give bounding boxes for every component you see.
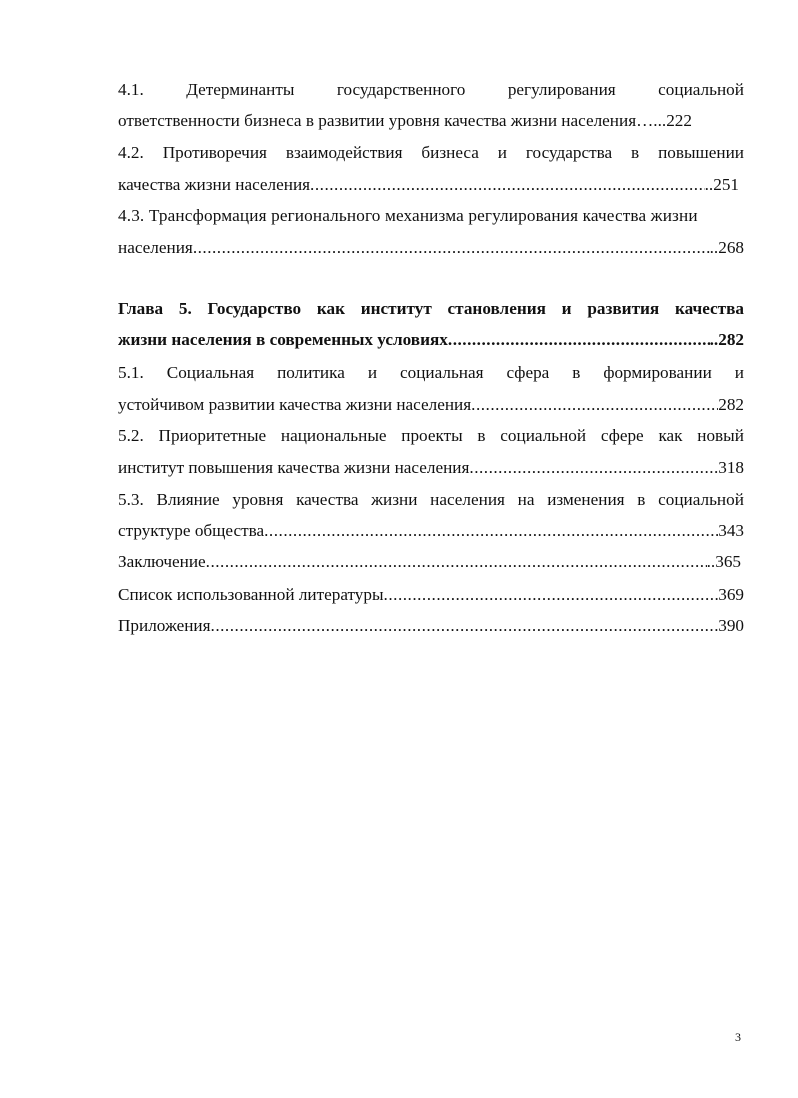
toc-4-2-page: ..251 [704,175,739,194]
toc-4-1-page: 222 [666,111,692,130]
toc-chapter-5-word: 5. [178,299,192,318]
toc-4-1-word: Детерминанты [186,80,295,99]
toc-4-3-leader [193,237,710,259]
toc-4-1-word: регулирования [507,80,616,99]
toc-5-2-line2 [118,457,744,479]
toc-4-2-leader [310,174,705,196]
toc-chapter-5-line1 [118,298,744,320]
page-number: 3 [735,1030,741,1044]
toc-chapter-5-word: качества [674,299,744,318]
toc-conclusion-leader [206,551,707,573]
toc-chapter-5-word: Глава [118,299,164,318]
toc-conclusion-title: Заключение [118,552,206,571]
toc-appendix-leader [211,615,719,637]
toc-5-3-word: уровня [232,490,284,509]
toc-5-3-word: населения [430,490,505,509]
toc-4-2-word: Противоречия [162,143,267,162]
toc-appendix-page: 390 [718,616,744,635]
toc-5-3-title-cont: структуре общества [118,521,265,540]
toc-chapter-5-word: институт [360,299,432,318]
toc-5-3-line1 [118,489,744,511]
toc-references-title: Список использованной литературы [118,585,384,604]
toc-appendix [118,615,744,637]
toc-5-2-word: в [477,426,486,445]
toc-conclusion [118,551,741,573]
toc-5-1-word: и [734,363,744,382]
toc-5-3-word: в [637,490,646,509]
toc-5-1-leader [471,394,718,416]
toc-5-3-leader [264,520,718,542]
toc-5-2-word: новый [697,426,744,445]
toc-5-1-word: политика [277,363,345,382]
toc-chapter-5-leader [448,329,710,351]
toc-4-3-page: ..268 [709,238,744,257]
toc-5-2-leader [469,457,718,479]
toc-5-2-page: 318 [718,458,744,477]
toc-chapter-5-word: как [316,299,345,318]
toc-5-1-line2 [118,394,744,416]
toc-4-2-word: государства [525,143,613,162]
toc-5-1-word: сфера [506,363,550,382]
toc-5-2-word: как [658,426,683,445]
toc-5-1-number: 5.1. [118,363,144,382]
toc-5-2-line1 [118,425,744,447]
toc-4-2-word: повышении [658,143,744,162]
toc-5-1-line1 [118,362,744,384]
toc-5-3-line2 [118,520,744,542]
toc-4-2-line2 [118,174,739,196]
toc-5-3-word: жизни [371,490,418,509]
toc-5-1-word: Социальная [166,363,255,382]
toc-5-2-word: Приоритетные [158,426,267,445]
toc-4-2-word: и [497,143,507,162]
toc-chapter-5-word: и [561,299,572,318]
toc-5-1-word: социальная [399,363,484,382]
toc-chapter-5-page: ..282 [709,330,744,349]
toc-5-1-page: 282 [718,395,744,414]
toc-5-2-word: социальной [500,426,587,445]
toc-5-3-word: Влияние [156,490,220,509]
toc-conclusion-page: ..365 [706,552,741,571]
toc-4-1-leader: …... [636,111,667,130]
toc-5-1-word: и [367,363,378,382]
toc-4-1-word: социальной [658,80,744,99]
toc-4-2-word: в [631,143,640,162]
toc-chapter-5-word: становления [447,299,546,318]
toc-4-3-title: 4.3. Трансформация регионального механизма регулирования качества жизни [118,206,698,225]
toc-5-3-word: качества [296,490,359,509]
toc-5-2-number: 5.2. [118,426,144,445]
toc-4-2-line1 [118,142,744,164]
toc-4-3-line2 [118,237,744,259]
toc-5-1-word: в [572,363,581,382]
toc-4-1-line1 [118,79,744,101]
toc-chapter-5-title-cont: жизни населения в современных условиях [118,330,448,349]
toc-5-3-word: социальной [658,490,744,509]
toc-4-3-title-cont: населения [118,238,193,257]
toc-chapter-5-line2 [118,329,744,351]
toc-appendix-title: Приложения [118,616,211,635]
toc-4-2-word: бизнеса [421,143,479,162]
toc-4-1-number: 4.1. [118,80,144,99]
toc-references-page: 369 [718,585,744,604]
toc-5-2-word: сфере [600,426,644,445]
toc-5-1-word: формировании [603,363,712,382]
toc-5-2-word: национальные [280,426,387,445]
toc-4-1-title-cont: ответственности бизнеса в развитии уровня качества жизни населения [118,111,637,130]
toc-5-3-page: 343 [718,521,744,540]
toc-references [118,584,744,606]
toc-4-1-line2 [118,110,744,132]
toc-4-2-number: 4.2. [118,143,144,162]
toc-4-3-line1 [118,205,744,227]
toc-5-2-word: проекты [401,426,463,445]
toc-references-leader [384,584,719,606]
toc-5-3-number: 5.3. [118,490,144,509]
toc-5-3-word: на [517,490,535,509]
toc-4-2-word: взаимодействия [285,143,403,162]
toc-4-2-title-cont: качества жизни населения [118,175,311,194]
toc-4-1-word: государственного [336,80,466,99]
toc-5-3-word: изменения [547,490,625,509]
toc-5-2-title-cont: институт повышения качества жизни населения [118,458,470,477]
toc-chapter-5-word: Государство [207,299,302,318]
toc-5-1-title-cont: устойчивом развитии качества жизни населения [118,395,472,414]
toc-chapter-5-word: развития [587,299,660,318]
